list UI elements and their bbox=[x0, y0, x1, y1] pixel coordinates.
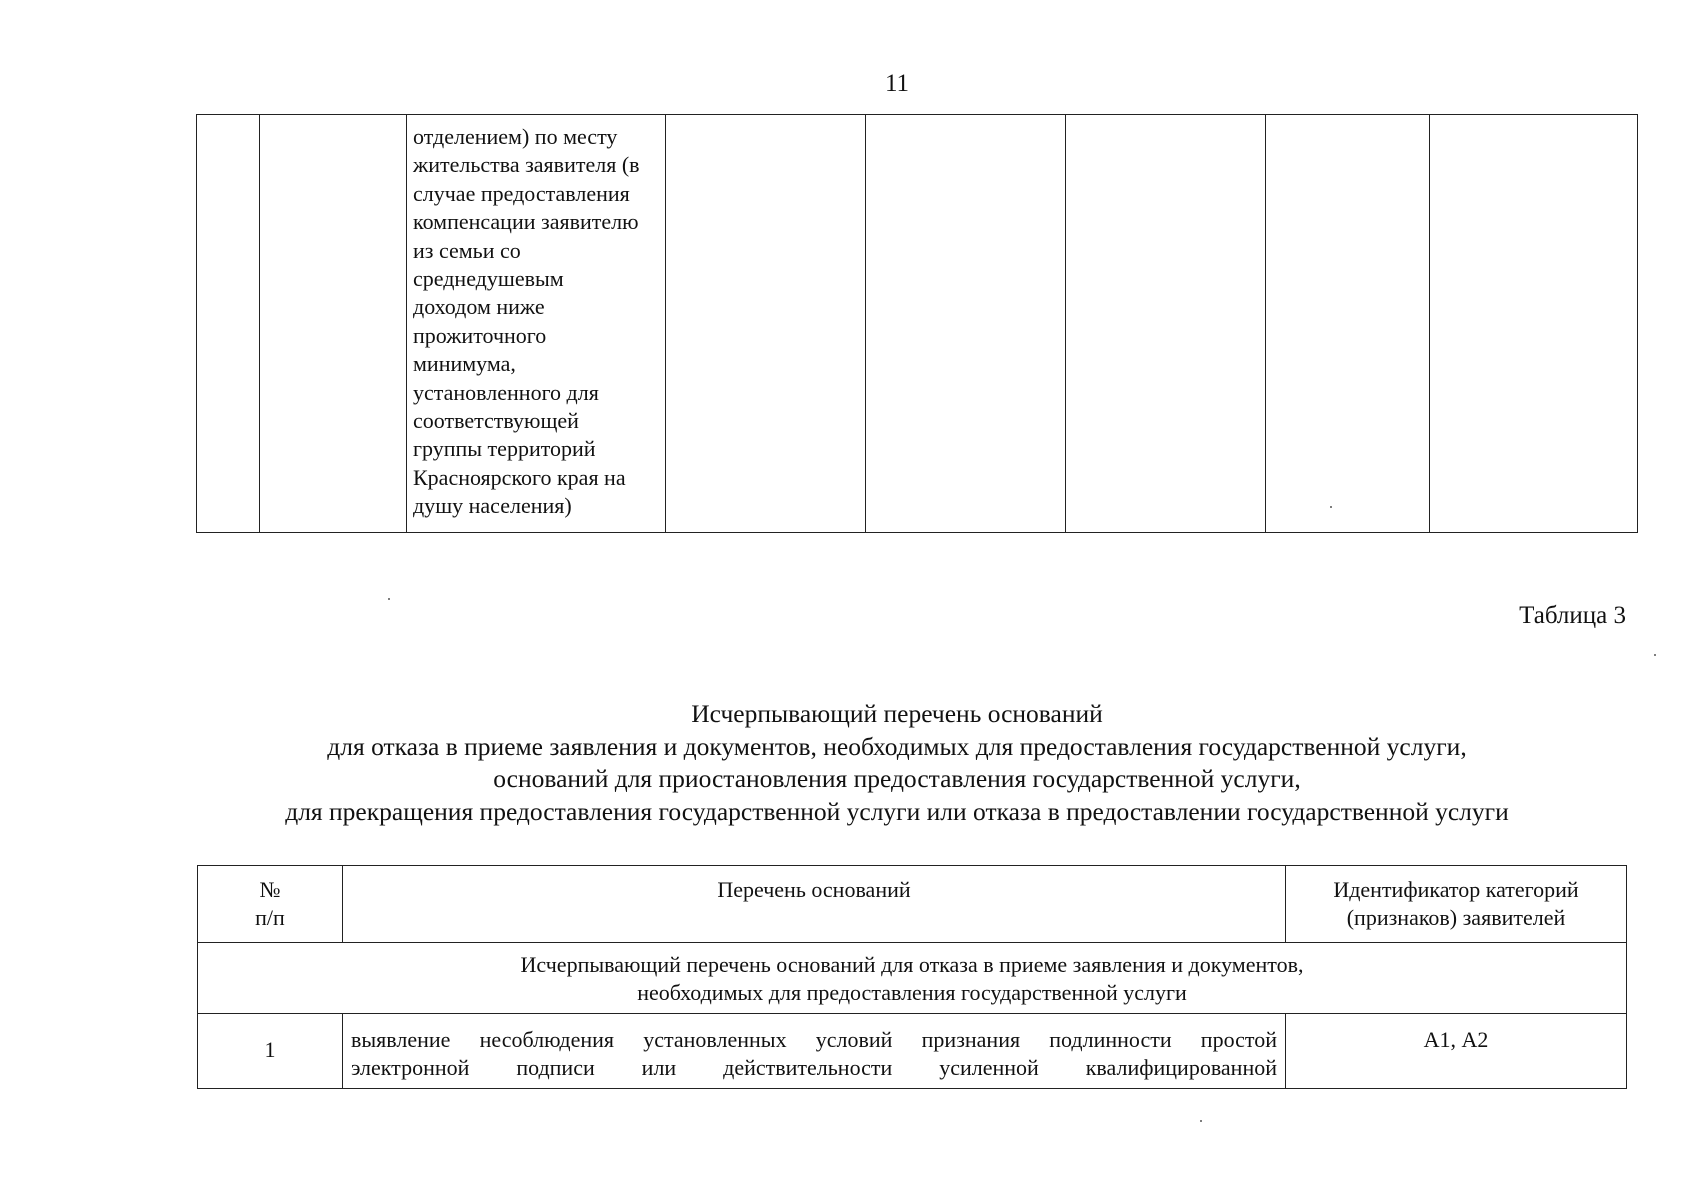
title-line: для отказа в приеме заявления и документов, необходимых для предоставления государственной услуги, bbox=[327, 731, 1467, 761]
empty-cell bbox=[1266, 115, 1430, 533]
row-number: 1 bbox=[198, 1014, 343, 1089]
scan-speck bbox=[1330, 506, 1332, 508]
empty-cell bbox=[260, 115, 407, 533]
header-num-line: № bbox=[259, 877, 281, 902]
reason-line: электронной подписи или действительности усиленной квалифицированной bbox=[351, 1055, 1277, 1080]
empty-cell bbox=[866, 115, 1066, 533]
continuation-cell bbox=[407, 115, 666, 533]
page-number: 11 bbox=[884, 70, 910, 97]
section-row bbox=[198, 943, 1627, 1014]
scan-speck bbox=[388, 598, 390, 600]
section-line: Исчерпывающий перечень оснований для отказа в приеме заявления и документов, bbox=[520, 952, 1304, 977]
reason-line: выявление несоблюдения установленных условий признания подлинности простой bbox=[351, 1027, 1277, 1052]
table-caption: Таблица 3 bbox=[1519, 602, 1626, 629]
header-num-line: п/п bbox=[255, 905, 285, 930]
row-reason bbox=[343, 1014, 1286, 1089]
empty-cell bbox=[197, 115, 260, 533]
section-heading bbox=[198, 943, 1627, 1014]
empty-cell bbox=[1430, 115, 1638, 533]
reasons-table bbox=[197, 865, 1627, 1089]
continuation-text: отделением) по месту жительства заявителя (в случае предоставления компенсации заявителю из семьи со среднедушевым доходом ниже прожиточного минимума, установленного для соответствующей группы территорий Красноярского края на душу населения) bbox=[413, 124, 640, 519]
table-row bbox=[197, 115, 1638, 533]
empty-cell bbox=[666, 115, 866, 533]
continuation-table bbox=[196, 114, 1638, 533]
header-ids bbox=[1286, 866, 1627, 943]
scan-speck bbox=[1654, 654, 1656, 656]
section-line: необходимых для предоставления государственной услуги bbox=[637, 980, 1187, 1005]
header-row bbox=[198, 866, 1627, 943]
title-line: для прекращения предоставления государственной услуги или отказа в предоставлении государственной услуги bbox=[285, 796, 1509, 826]
empty-cell bbox=[1066, 115, 1266, 533]
header-ids-line: Идентификатор категорий bbox=[1333, 877, 1579, 902]
title-line: оснований для приостановления предоставления государственной услуги, bbox=[493, 764, 1301, 793]
row-ids: А1, А2 bbox=[1286, 1014, 1627, 1089]
scan-speck bbox=[1200, 1120, 1202, 1122]
title-line: Исчерпывающий перечень оснований bbox=[691, 699, 1103, 728]
document-title bbox=[0, 698, 1704, 828]
header-num bbox=[198, 866, 343, 943]
table-row bbox=[198, 1014, 1627, 1089]
header-reasons: Перечень оснований bbox=[343, 866, 1286, 943]
header-ids-line: (признаков) заявителей bbox=[1346, 905, 1566, 930]
